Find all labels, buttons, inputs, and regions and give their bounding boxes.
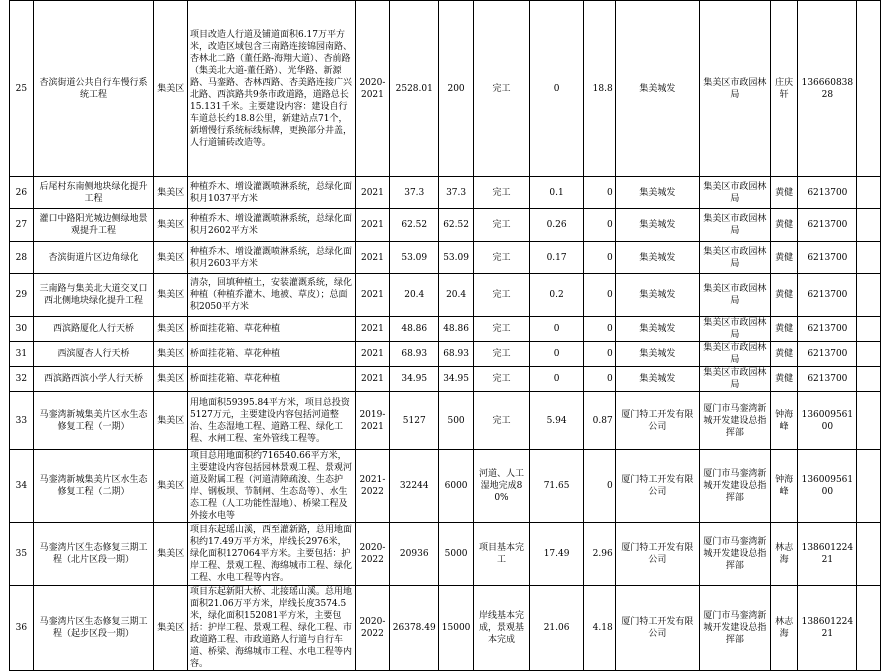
value-b: 0.87 [584,392,616,450]
construction-period: 2021 [355,342,389,367]
progress-status: 项目基本完工 [473,523,529,586]
contact-person: 黄健 [770,367,798,392]
table-row [10,523,881,586]
supervising-unit: 集美区市政园林局 [700,317,771,342]
construction-period: 2020-2022 [355,586,389,671]
total-investment: 32244 [390,450,439,523]
blank-cell [857,586,881,671]
supervising-unit: 集美区市政园林局 [700,209,771,242]
value-a: 0 [530,1,584,177]
contact-phone: 13860122421 [798,523,857,586]
supervising-unit: 集美区市政园林局 [700,342,771,367]
contact-person: 钟海峰 [770,450,798,523]
value-a: 0 [530,342,584,367]
total-investment: 5127 [390,392,439,450]
supervising-unit: 厦门市马銮湾新城开发建设总指挥部 [700,586,771,671]
owner-unit: 集美城发 [615,317,699,342]
table-row [10,342,881,367]
district: 集美区 [154,392,188,450]
district: 集美区 [154,274,188,317]
contact-person: 庄庆轩 [770,1,798,177]
district: 集美区 [154,177,188,209]
district: 集美区 [154,317,188,342]
contact-phone: 6213700 [798,342,857,367]
supervising-unit: 厦门市马銮湾新城开发建设总指挥部 [700,392,771,450]
supervising-unit: 集美区市政园林局 [700,274,771,317]
row-number: 33 [10,392,34,450]
value-b: 18.8 [584,1,616,177]
value-a: 71.65 [530,450,584,523]
row-number: 35 [10,523,34,586]
value-b: 0 [584,317,616,342]
annual-plan: 5000 [439,523,474,586]
construction-content: 桥面挂花箱、草花种植 [187,317,355,342]
project-name: 后尾村东南侧地块绿化提升工程 [33,177,154,209]
table-row [10,177,881,209]
district: 集美区 [154,367,188,392]
construction-content: 项目总用地面积约716540.66平方米，主要建设内容包括园林景观工程、景观河道及附属工程（河道清障疏浚、生态护岸、钢板坝、节制闸、生态岛等）、水生态工程（人工功能性湿地）、桥梁工程及外接水电等 [187,450,355,523]
supervising-unit: 厦门市马銮湾新城开发建设总指挥部 [700,450,771,523]
value-a: 17.49 [530,523,584,586]
project-name: 马銮湾片区生态修复三期工程（起步区段一期） [33,586,154,671]
row-number: 27 [10,209,34,242]
annual-plan: 34.95 [439,367,474,392]
district: 集美区 [154,209,188,242]
annual-plan: 15000 [439,586,474,671]
annual-plan: 62.52 [439,209,474,242]
value-b: 2.96 [584,523,616,586]
table-row [10,586,881,671]
progress-status: 完工 [473,1,529,177]
blank-cell [857,177,881,209]
contact-person: 黄健 [770,209,798,242]
contact-person: 林志海 [770,523,798,586]
district: 集美区 [154,342,188,367]
supervising-unit: 集美区市政园林局 [700,177,771,209]
owner-unit: 集美城发 [615,177,699,209]
value-a: 0.2 [530,274,584,317]
blank-cell [857,317,881,342]
value-a: 0.26 [530,209,584,242]
total-investment: 20936 [390,523,439,586]
owner-unit: 厦门特工开发有限公司 [615,392,699,450]
contact-person: 钟海峰 [770,392,798,450]
progress-status: 完工 [473,242,529,274]
construction-period: 2021 [355,367,389,392]
district: 集美区 [154,1,188,177]
project-table [9,0,881,671]
total-investment: 20.4 [390,274,439,317]
annual-plan: 500 [439,392,474,450]
table-body [10,1,881,671]
construction-content: 项目改造人行道及铺道面积6.17万平方米，改造区域包含三南路连接锦园南路、杏林北二路（董任路-海翔大道）、杏前路（集美北大道-董任路）、光华路、新源路、马銮路、杏林西路、杏美路连接广兴北路、西滨路共9条市政道路，道路总长15.131千米。主要建设内容：建设自行车道总长约18.8公里，新建站点71个，新增慢行系统标线标牌，更换部分井盖，人行道铺砖改造等。 [187,1,355,177]
construction-period: 2021 [355,317,389,342]
construction-period: 2021 [355,242,389,274]
annual-plan: 6000 [439,450,474,523]
contact-phone: 6213700 [798,317,857,342]
contact-phone: 6213700 [798,367,857,392]
district: 集美区 [154,586,188,671]
owner-unit: 厦门特工开发有限公司 [615,586,699,671]
owner-unit: 集美城发 [615,367,699,392]
owner-unit: 厦门特工开发有限公司 [615,523,699,586]
progress-status: 完工 [473,342,529,367]
annual-plan: 53.09 [439,242,474,274]
total-investment: 2528.01 [390,1,439,177]
contact-phone: 6213700 [798,242,857,274]
construction-period: 2019-2021 [355,392,389,450]
construction-period: 2021 [355,177,389,209]
value-a: 21.06 [530,586,584,671]
progress-status: 完工 [473,367,529,392]
district: 集美区 [154,242,188,274]
contact-phone: 13666083828 [798,1,857,177]
owner-unit: 厦门特工开发有限公司 [615,450,699,523]
total-investment: 34.95 [390,367,439,392]
supervising-unit: 集美区市政园林局 [700,1,771,177]
contact-person: 黄健 [770,274,798,317]
row-number: 28 [10,242,34,274]
contact-person: 黄健 [770,177,798,209]
supervising-unit: 厦门市马銮湾新城开发建设总指挥部 [700,523,771,586]
owner-unit: 集美城发 [615,274,699,317]
total-investment: 26378.49 [390,586,439,671]
supervising-unit: 集美区市政园林局 [700,367,771,392]
project-name: 马銮湾片区生态修复三期工程（北片区段一期） [33,523,154,586]
value-b: 0 [584,242,616,274]
construction-content: 种植乔木、增设灌溉喷淋系统，总绿化面积月1037平方米 [187,177,355,209]
progress-status: 完工 [473,274,529,317]
contact-phone: 6213700 [798,177,857,209]
contact-person: 林志海 [770,586,798,671]
progress-status: 完工 [473,209,529,242]
annual-plan: 200 [439,1,474,177]
blank-cell [857,523,881,586]
annual-plan: 20.4 [439,274,474,317]
blank-cell [857,450,881,523]
contact-phone: 13860122421 [798,586,857,671]
total-investment: 62.52 [390,209,439,242]
project-name: 杏滨街道公共自行车慢行系统工程 [33,1,154,177]
construction-period: 2021 [355,274,389,317]
district: 集美区 [154,450,188,523]
construction-content: 种植乔木、增设灌溉喷淋系统，总绿化面积月2602平方米 [187,209,355,242]
blank-cell [857,242,881,274]
construction-content: 用地面积59395.84平方米，项目总投资5127万元，主要建设内容包括河道整治、生态湿地工程、道路工程、绿化工程、水闸工程、室外管线工程等。 [187,392,355,450]
contact-person: 黄健 [770,317,798,342]
blank-cell [857,274,881,317]
construction-period: 2021-2022 [355,450,389,523]
construction-period: 2020-2022 [355,523,389,586]
blank-cell [857,392,881,450]
table-row [10,274,881,317]
owner-unit: 集美城发 [615,209,699,242]
contact-person: 黄健 [770,342,798,367]
project-name: 马銮湾新城集美片区水生态修复工程（二期） [33,450,154,523]
owner-unit: 集美城发 [615,242,699,274]
construction-content: 项目东起新阳大桥、北接瑶山溪。总用地面积21.06万平方米，岸线长度3574.5米，绿化面积152081平方米，主要包括：护岸工程、景观工程、绿化工程、市政道路工程、市政道路人行道与自行车道、桥梁、海绵城市工程、水电工程等内容。 [187,586,355,671]
annual-plan: 68.93 [439,342,474,367]
project-name: 西滨厦杏人行天桥 [33,342,154,367]
value-a: 0 [530,317,584,342]
project-name: 灌口中路阳光城边侧绿地景观提升工程 [33,209,154,242]
contact-phone: 13600956100 [798,450,857,523]
total-investment: 68.93 [390,342,439,367]
total-investment: 53.09 [390,242,439,274]
annual-plan: 37.3 [439,177,474,209]
construction-content: 桥面挂花箱、草花种植 [187,342,355,367]
row-number: 30 [10,317,34,342]
blank-cell [857,367,881,392]
district: 集美区 [154,523,188,586]
value-b: 0 [584,367,616,392]
progress-status: 完工 [473,392,529,450]
value-b: 0 [584,209,616,242]
value-a: 5.94 [530,392,584,450]
table-row [10,317,881,342]
contact-phone: 6213700 [798,274,857,317]
blank-cell [857,1,881,177]
table-row [10,367,881,392]
row-number: 31 [10,342,34,367]
table-row [10,450,881,523]
row-number: 29 [10,274,34,317]
contact-person: 黄健 [770,242,798,274]
row-number: 34 [10,450,34,523]
project-name: 杏滨街道片区边角绿化 [33,242,154,274]
progress-status: 岸线基本完成，景观基本完成 [473,586,529,671]
blank-cell [857,342,881,367]
table-row [10,392,881,450]
construction-period: 2021 [355,209,389,242]
construction-content: 种植乔木、增设灌溉喷淋系统，总绿化面积月2603平方米 [187,242,355,274]
supervising-unit: 集美区市政园林局 [700,242,771,274]
value-a: 0.17 [530,242,584,274]
table-row [10,1,881,177]
value-b: 0 [584,450,616,523]
annual-plan: 48.86 [439,317,474,342]
progress-status: 完工 [473,317,529,342]
table-row [10,242,881,274]
value-a: 0.1 [530,177,584,209]
progress-status: 河道、人工湿地完成80% [473,450,529,523]
row-number: 36 [10,586,34,671]
owner-unit: 集美城发 [615,1,699,177]
project-name: 三南路与集美北大道交叉口西北侧地块绿化提升工程 [33,274,154,317]
row-number: 25 [10,1,34,177]
construction-period: 2020-2021 [355,1,389,177]
value-a: 0 [530,367,584,392]
total-investment: 37.3 [390,177,439,209]
value-b: 0 [584,177,616,209]
value-b: 0 [584,274,616,317]
construction-content: 桥面挂花箱、草花种植 [187,367,355,392]
project-name: 西滨路西滨小学人行天桥 [33,367,154,392]
row-number: 32 [10,367,34,392]
owner-unit: 集美城发 [615,342,699,367]
progress-status: 完工 [473,177,529,209]
project-name: 西滨路厦化人行天桥 [33,317,154,342]
value-b: 0 [584,342,616,367]
contact-phone: 13600956100 [798,392,857,450]
construction-content: 清杂，回填种植土，安装灌溉系统，绿化种植（种植乔灌木、地被、草皮）；总面积2050平方米 [187,274,355,317]
blank-cell [857,209,881,242]
table-row [10,209,881,242]
value-b: 4.18 [584,586,616,671]
contact-phone: 6213700 [798,209,857,242]
row-number: 26 [10,177,34,209]
project-name: 马銮湾新城集美片区水生态修复工程（一期） [33,392,154,450]
construction-content: 项目东起瑶山溪，西至灌新路，总用地面积约17.49万平方米，岸线长2976米，绿化面积127064平方米。主要包括：护岸工程、景观工程、海绵城市工程、绿化工程、水电工程等内容。 [187,523,355,586]
total-investment: 48.86 [390,317,439,342]
